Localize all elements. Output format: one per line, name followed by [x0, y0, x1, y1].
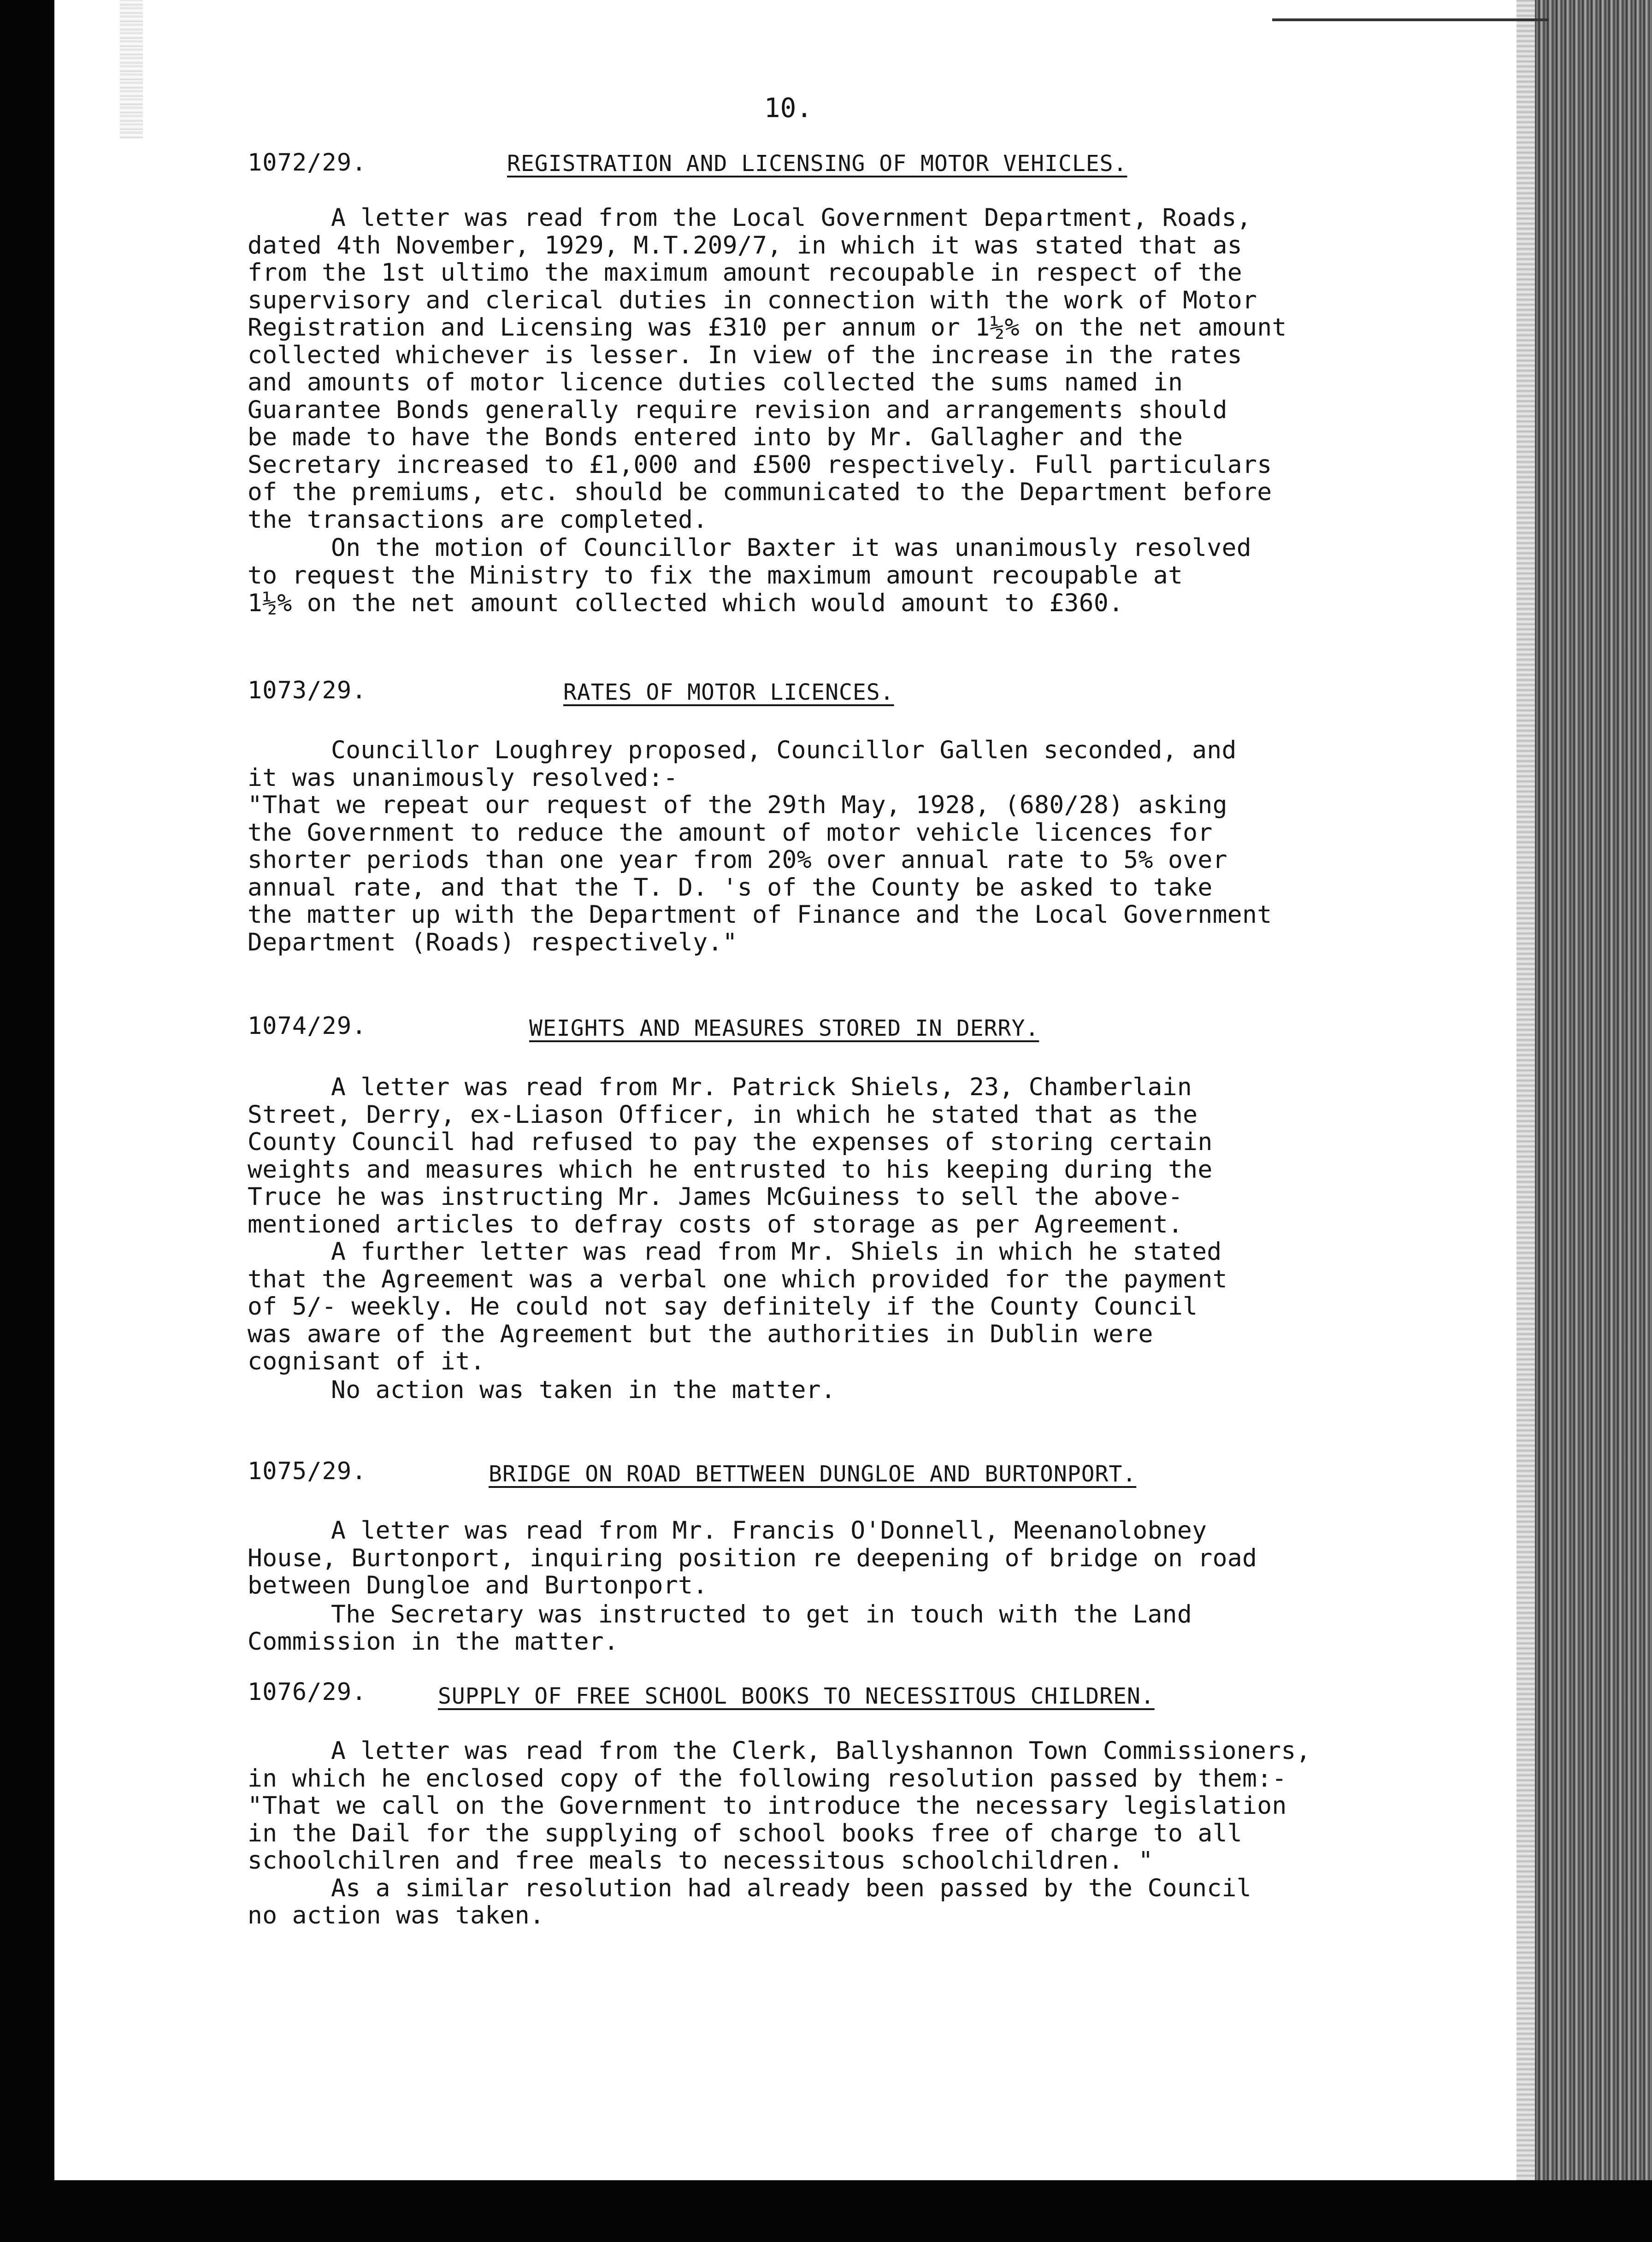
text-line: be made to have the Bonds entered into by Mr. Gallagher and the — [248, 423, 1183, 451]
text-line: of the premiums, etc. should be communicated to the Department before — [248, 478, 1272, 506]
text-line: the transactions are completed. — [248, 506, 708, 534]
text-line: it was unanimously resolved:- — [248, 764, 678, 792]
scan-border-bottom — [0, 2180, 1652, 2242]
scan-border-left — [0, 0, 54, 2242]
section-heading: SUPPLY OF FREE SCHOOL BOOKS TO NECESSITOUS CHILDREN. — [438, 1683, 1155, 1709]
text-line: House, Burtonport, inquiring position re deepening of bridge on road — [248, 1544, 1257, 1572]
text-line: in which he enclosed copy of the following resolution passed by them:- — [248, 1764, 1287, 1793]
text-line: collected whichever is lesser. In view of the increase in the rates — [248, 341, 1242, 369]
text-line: Secretary increased to £1,000 and £500 respectively. Full particulars — [248, 451, 1272, 479]
text-line: The Secretary was instructed to get in touch with the Land — [331, 1600, 1192, 1628]
text-line: was aware of the Agreement but the authorities in Dublin were — [248, 1320, 1153, 1348]
text-line: between Dungloe and Burtonport. — [248, 1571, 708, 1599]
text-line: County Council had refused to pay the expenses of storing certain — [248, 1128, 1213, 1156]
scan-shadow-right — [1516, 0, 1535, 2242]
text-line: A further letter was read from Mr. Shiels in which he stated — [331, 1238, 1222, 1266]
section-heading: REGISTRATION AND LICENSING OF MOTOR VEHICLES. — [507, 151, 1127, 177]
minute-number: 1073/29. — [248, 677, 367, 704]
text-line: from the 1st ultimo the maximum amount recoupable in respect of the — [248, 259, 1242, 287]
minute-number: 1076/29. — [248, 1678, 367, 1706]
text-line: "That we call on the Government to introduce the necessary legislation — [248, 1792, 1287, 1820]
text-line: As a similar resolution had already been passed by the Council — [331, 1874, 1251, 1902]
section-heading: RATES OF MOTOR LICENCES. — [563, 679, 894, 705]
page-number: 10. — [764, 92, 813, 124]
text-line: Commission in the matter. — [248, 1628, 619, 1656]
text-line: Registration and Licensing was £310 per annum or 1½% on the net amount — [248, 313, 1287, 342]
text-line: to request the Ministry to fix the maximum amount recoupable at — [248, 561, 1183, 590]
text-line: A letter was read from the Local Government Department, Roads, — [331, 204, 1251, 232]
text-line: and amounts of motor licence duties collected the sums named in — [248, 368, 1183, 396]
text-line: shorter periods than one year from 20% over annual rate to 5% over — [248, 846, 1227, 874]
text-line: that the Agreement was a verbal one which provided for the payment — [248, 1265, 1227, 1293]
text-line: A letter was read from Mr. Francis O'Donnell, Meenanolobney — [331, 1516, 1207, 1545]
text-line: no action was taken. — [248, 1901, 545, 1929]
text-line: On the motion of Councillor Baxter it was unanimously resolved — [331, 534, 1251, 562]
text-line: dated 4th November, 1929, M.T.209/7, in which it was stated that as — [248, 231, 1242, 260]
minute-number: 1072/29. — [248, 149, 367, 177]
text-line: No action was taken in the matter. — [331, 1376, 836, 1404]
text-line: weights and measures which he entrusted to his keeping during the — [248, 1156, 1213, 1184]
text-line: Guarantee Bonds generally require revision and arrangements should — [248, 396, 1227, 424]
text-line: Department (Roads) respectively." — [248, 928, 738, 956]
scan-border-right — [1535, 0, 1652, 2242]
text-line: in the Dail for the supplying of school books free of charge to all — [248, 1819, 1242, 1847]
minute-number: 1075/29. — [248, 1457, 367, 1485]
text-line: Councillor Loughrey proposed, Councillor Gallen seconded, and — [331, 736, 1237, 764]
text-line: the matter up with the Department of Finance and the Local Government — [248, 901, 1272, 929]
section-heading: BRIDGE ON ROAD BETTWEEN DUNGLOE AND BURTONPORT. — [489, 1461, 1137, 1487]
text-line: schoolchilren and free meals to necessitous schoolchildren. " — [248, 1847, 1153, 1875]
text-line: cognisant of it. — [248, 1347, 485, 1375]
scan-edge-line — [1272, 18, 1549, 21]
text-line: the Government to reduce the amount of motor vehicle licences for — [248, 819, 1213, 847]
text-line: 1½% on the net amount collected which would amount to £360. — [248, 589, 1124, 617]
text-line: mentioned articles to defray costs of storage as per Agreement. — [248, 1210, 1183, 1239]
text-line: of 5/- weekly. He could not say definitely if the County Council — [248, 1292, 1198, 1321]
text-line: "That we repeat our request of the 29th May, 1928, (680/28) asking — [248, 791, 1227, 819]
text-line: Truce he was instructing Mr. James McGuiness to sell the above- — [248, 1183, 1183, 1211]
text-line: A letter was read from the Clerk, Ballyshannon Town Commissioners, — [331, 1737, 1311, 1765]
minute-number: 1074/29. — [248, 1012, 367, 1040]
scan-artifact — [120, 0, 143, 138]
text-line: annual rate, and that the T. D. 's of the County be asked to take — [248, 873, 1213, 902]
text-line: supervisory and clerical duties in connection with the work of Motor — [248, 286, 1257, 314]
text-line: A letter was read from Mr. Patrick Shiels, 23, Chamberlain — [331, 1073, 1192, 1101]
section-heading: WEIGHTS AND MEASURES STORED IN DERRY. — [529, 1015, 1039, 1041]
text-line: Street, Derry, ex-Liason Officer, in which he stated that as the — [248, 1101, 1198, 1129]
